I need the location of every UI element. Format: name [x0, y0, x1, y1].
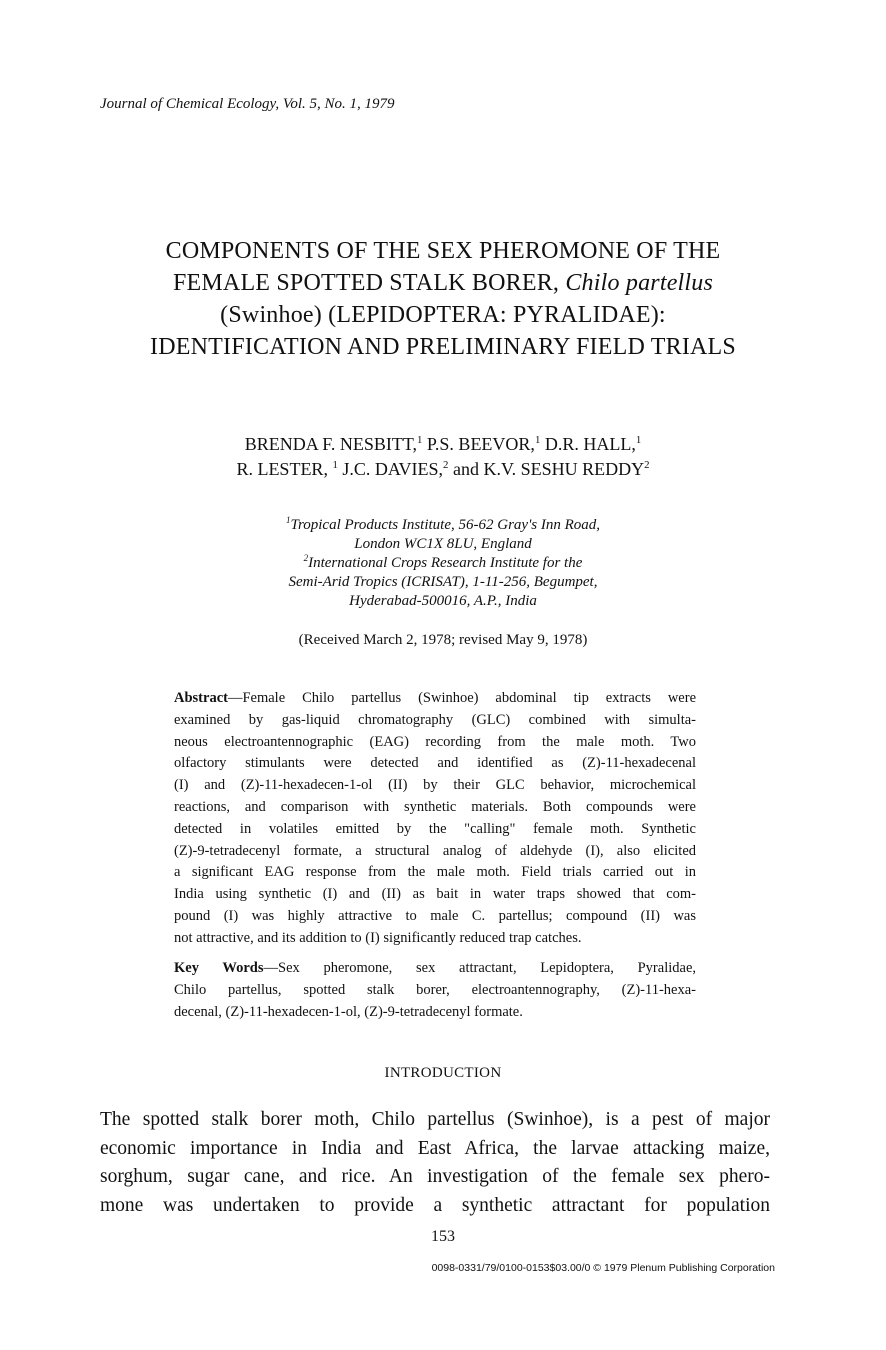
- key-words: [174, 958, 696, 1023]
- abstract-line: pound (I) was highly attractive to male C. partellus; compound (II) was: [174, 907, 696, 924]
- section-heading-introduction: INTRODUCTION: [384, 1065, 502, 1081]
- author-name: K.V. SESHU REDDY: [483, 459, 645, 479]
- abstract-label: Abstract: [174, 690, 228, 706]
- page-number: 153: [431, 1228, 455, 1245]
- author-and: and: [452, 459, 479, 479]
- journal-citation: Journal of Chemical Ecology, Vol. 5, No. 1, 1979: [100, 96, 395, 112]
- intro-line: sorghum, sugar cane, and rice. An investigation of the female sex phero-: [100, 1166, 770, 1187]
- author-affiliation-mark: 1: [332, 459, 338, 471]
- author-affiliation-mark: 1: [417, 434, 423, 446]
- title-line-2: FEMALE SPOTTED STALK BORER, Chilo partellus: [172, 270, 714, 296]
- abstract-line: not attractive, and its addition to (I) significantly reduced trap catches.: [174, 929, 582, 946]
- title-line-3: (Swinhoe) (LEPIDOPTERA: PYRALIDAE):: [220, 302, 666, 328]
- author-name: BRENDA F. NESBITT,: [244, 434, 417, 454]
- copyright-line: 0098-0331/79/0100-0153$03.00/0 © 1979 Plenum Publishing Corporation: [431, 1262, 775, 1274]
- affiliation-mark: 2: [303, 553, 309, 563]
- title-line-4: IDENTIFICATION AND PRELIMINARY FIELD TRIALS: [150, 334, 736, 360]
- abstract-line: a significant EAG response from the male moth. Field trials carried out in: [174, 864, 696, 881]
- paper-title: [60, 235, 826, 363]
- abstract-line: olfactory stimulants were detected and identified as (Z)-11-hexadecenal: [174, 755, 696, 772]
- author-list: [60, 432, 826, 482]
- intro-line: mone was undertaken to provide a synthetic attractant for population: [100, 1194, 770, 1216]
- abstract-line: examined by gas-liquid chromatography (GLC) combined with simulta-: [174, 711, 696, 728]
- author-name: P.S. BEEVOR,: [426, 434, 535, 454]
- title-line-1: COMPONENTS OF THE SEX PHEROMONE OF THE: [165, 238, 721, 264]
- keywords-line: decenal, (Z)-11-hexadecen-1-ol, (Z)-9-tetradecenyl formate.: [174, 1003, 523, 1020]
- abstract-line: (Z)-9-tetradecenyl formate, a structural analog of aldehyde (I), also elicited: [174, 842, 696, 859]
- intro-line: The spotted stalk borer moth, Chilo partellus (Swinhoe), is a pest of major: [100, 1109, 770, 1130]
- affiliation-line: Semi-Arid Tropics (ICRISAT), 1-11-256, Begumpet,: [288, 574, 598, 590]
- author-line-2: [60, 457, 826, 482]
- affiliation-line: London WC1X 8LU, England: [354, 536, 532, 552]
- affiliation-line: $^1$Tropical Products Institute, 56-62 Gray's Inn Road,: [285, 515, 601, 533]
- abstract-line: Abstract—Female Chilo partellus (Swinhoe) abdominal tip extracts were: [174, 690, 696, 706]
- author-affiliation-mark: 1: [534, 434, 541, 446]
- keywords-line: Chilo partellus, spotted stalk borer, electroantennography, (Z)-11-hexa-: [174, 981, 696, 998]
- abstract-line: India using synthetic (I) and (II) as bait in water traps showed that com-: [174, 886, 696, 903]
- intro-line: economic importance in India and East Africa, the larvae attacking maize,: [100, 1137, 770, 1159]
- keywords-label: Key Words: [174, 960, 264, 976]
- author-name: R. LESTER,: [236, 459, 328, 479]
- author-affiliation-mark: 2: [644, 459, 650, 471]
- received-dates: (Received March 2, 1978; revised May 9, 1978): [298, 632, 588, 648]
- author-name: J.C. DAVIES,: [342, 459, 444, 479]
- author-line-1: [60, 432, 826, 457]
- affiliation-line: Hyderabad-500016, A.P., India: [349, 593, 537, 609]
- affiliation-mark: 1: [285, 515, 291, 525]
- abstract: [174, 688, 696, 950]
- abstract-line: reactions, and comparison with synthetic materials. Both compounds were: [174, 798, 696, 815]
- author-affiliation-mark: 1: [635, 434, 642, 446]
- affiliation-line: $^2$International Crops Research Institute for the: [303, 553, 583, 571]
- affiliations: [60, 516, 826, 611]
- abstract-line: detected in volatiles emitted by the "calling" female moth. Synthetic: [174, 820, 696, 837]
- keywords-line: Key Words—Sex pheromone, sex attractant, Lepidoptera, Pyralidae,: [174, 960, 697, 976]
- abstract-line: neous electroantennographic (EAG) recording from the male moth. Two: [174, 733, 696, 750]
- author-name: D.R. HALL,: [544, 434, 636, 454]
- introduction-text: [100, 1106, 770, 1220]
- abstract-line: (I) and (Z)-11-hexadecen-1-ol (II) by their GLC behavior, microchemical: [174, 777, 696, 794]
- author-affiliation-mark: 2: [443, 459, 449, 471]
